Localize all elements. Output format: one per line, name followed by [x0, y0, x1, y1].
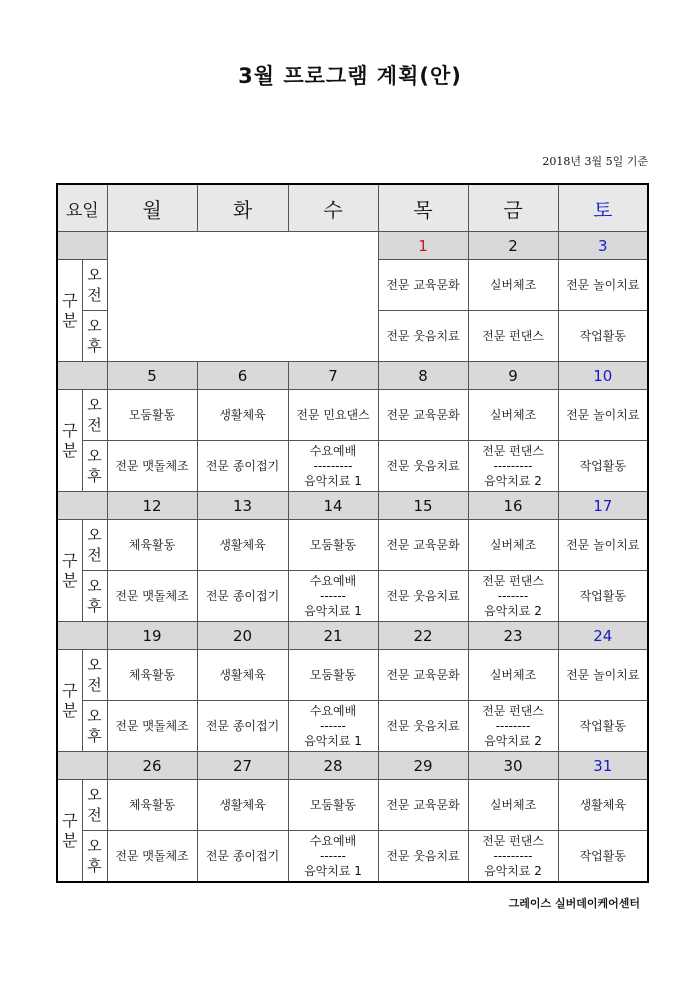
- date-row-label: [57, 622, 107, 650]
- pm-activity-line: 수요예배: [309, 573, 357, 588]
- pm-activity-line: 음악치료 1: [304, 473, 362, 488]
- date-cell: 23: [468, 622, 558, 650]
- am-activity-cell: 실버체조: [468, 520, 558, 571]
- date-cell: 22: [378, 622, 468, 650]
- pm-activity-line: 전문 종이접기: [205, 588, 280, 603]
- pm-activity-line: ------: [320, 848, 346, 863]
- pm-activity-line: 전문 웃음치료: [386, 588, 460, 603]
- pm-activity-line: 음악치료 2: [484, 603, 542, 618]
- pm-label: [82, 571, 107, 622]
- am-row: [57, 520, 648, 571]
- pm-activity-cell: [468, 571, 558, 622]
- pm-activity-cell: [378, 831, 468, 883]
- date-cell: 27: [197, 752, 288, 780]
- pm-activity-line: 음악치료 1: [304, 733, 362, 748]
- pm-activity-cell: [468, 701, 558, 752]
- am-activity-cell: 모둠활동: [288, 780, 378, 831]
- am-char: 전: [87, 676, 102, 694]
- pm-activity-cell: [107, 571, 197, 622]
- pm-activity-cell: [288, 441, 378, 492]
- date-cell: 21: [288, 622, 378, 650]
- pm-activity-line: 전문 펀댄스: [482, 573, 544, 588]
- am-char: 오: [87, 526, 102, 544]
- am-char: 오: [87, 656, 102, 674]
- pm-activity-line: ---------: [493, 458, 533, 473]
- date-cell: 2: [468, 232, 558, 260]
- pm-activity-cell: [107, 831, 197, 883]
- gubun-char: 구: [62, 810, 78, 830]
- pm-activity-line: 전문 종이접기: [205, 718, 280, 733]
- date-cell: 12: [107, 492, 197, 520]
- date-row-label: [57, 362, 107, 390]
- pm-label: [82, 701, 107, 752]
- date-row: [57, 752, 648, 780]
- date-cell: 30: [468, 752, 558, 780]
- am-char: 전: [87, 546, 102, 564]
- pm-activity-line: 전문 종이접기: [205, 458, 280, 473]
- pm-activity-line: 음악치료 1: [304, 603, 362, 618]
- am-char: 전: [87, 806, 102, 824]
- date-cell: 29: [378, 752, 468, 780]
- day-header-thu: 목: [378, 184, 468, 232]
- pm-activity-line: ---------: [493, 848, 533, 863]
- pm-activity-line: 전문 웃음치료: [386, 718, 460, 733]
- pm-activity-line: 음악치료 2: [484, 863, 542, 878]
- pm-activity-line: 수요예배: [309, 443, 357, 458]
- am-char: 전: [87, 286, 102, 304]
- pm-char: 오: [87, 317, 102, 335]
- pm-activity-line: 작업활동: [579, 458, 626, 473]
- am-label: [82, 260, 107, 311]
- date-row: [57, 232, 648, 260]
- date-cell: 17: [558, 492, 648, 520]
- am-activity-cell: 모둠활동: [288, 650, 378, 701]
- pm-char: 오: [87, 837, 102, 855]
- pm-activity-cell: [197, 831, 288, 883]
- am-activity-cell: 전문 교육문화: [378, 390, 468, 441]
- pm-activity-cell: [558, 441, 648, 492]
- pm-activity-line: 음악치료 1: [304, 863, 362, 878]
- date-row-label: [57, 232, 107, 260]
- pm-activity-cell: [288, 571, 378, 622]
- pm-activity-line: 전문 웃음치료: [386, 458, 460, 473]
- weekday-header-row: [57, 184, 648, 232]
- am-char: 오: [87, 396, 102, 414]
- am-activity-cell: 체육활동: [107, 650, 197, 701]
- am-char: 오: [87, 786, 102, 804]
- am-activity-cell: 전문 놀이치료: [558, 390, 648, 441]
- pm-activity-line: ------: [320, 718, 346, 733]
- gubun-char: 구: [62, 420, 78, 440]
- pm-activity-cell: [468, 831, 558, 883]
- date-cell: 16: [468, 492, 558, 520]
- am-activity-cell: 모둠활동: [107, 390, 197, 441]
- pm-activity-line: 음악치료 2: [484, 473, 542, 488]
- am-activity-cell: 생활체육: [197, 390, 288, 441]
- pm-activity-cell: [288, 831, 378, 883]
- pm-activity-line: 작업활동: [579, 718, 626, 733]
- am-row: [57, 780, 648, 831]
- pm-activity-line: 전문 맷돌체조: [115, 718, 189, 733]
- yoil-header: 요일: [57, 184, 107, 232]
- day-header-tue: 화: [197, 184, 288, 232]
- am-activity-cell: 전문 교육문화: [378, 780, 468, 831]
- pm-activity-line: 전문 웃음치료: [386, 328, 460, 343]
- empty-prior-month-block: [107, 232, 378, 362]
- am-label: [82, 780, 107, 831]
- am-row: [57, 390, 648, 441]
- pm-activity-line: 전문 펀댄스: [482, 833, 544, 848]
- am-activity-cell: 체육활동: [107, 520, 197, 571]
- date-cell: 26: [107, 752, 197, 780]
- date-row: [57, 622, 648, 650]
- pm-label: [82, 831, 107, 883]
- pm-char: 후: [87, 467, 102, 485]
- pm-row: [57, 831, 648, 883]
- am-activity-cell: 전문 교육문화: [378, 260, 468, 311]
- gubun-label: [57, 260, 82, 362]
- gubun-char: 구: [62, 290, 78, 310]
- pm-activity-cell: [558, 831, 648, 883]
- am-activity-cell: 전문 교육문화: [378, 520, 468, 571]
- day-header-fri: 금: [468, 184, 558, 232]
- am-activity-cell: 생활체육: [558, 780, 648, 831]
- am-activity-cell: 전문 놀이치료: [558, 260, 648, 311]
- gubun-char: 분: [62, 700, 78, 720]
- date-cell: 6: [197, 362, 288, 390]
- gubun-char: 분: [62, 830, 78, 850]
- am-activity-cell: 전문 놀이치료: [558, 650, 648, 701]
- pm-activity-line: 작업활동: [579, 848, 626, 863]
- gubun-label: [57, 520, 82, 622]
- am-activity-cell: 생활체육: [197, 520, 288, 571]
- gubun-char: 분: [62, 440, 78, 460]
- am-label: [82, 520, 107, 571]
- pm-char: 오: [87, 447, 102, 465]
- am-activity-cell: 실버체조: [468, 780, 558, 831]
- pm-activity-line: -------: [497, 588, 529, 603]
- pm-activity-cell: [288, 701, 378, 752]
- am-label: [82, 390, 107, 441]
- pm-row: [57, 441, 648, 492]
- gubun-label: [57, 650, 82, 752]
- date-cell: 14: [288, 492, 378, 520]
- pm-activity-cell: [107, 441, 197, 492]
- date-cell: 8: [378, 362, 468, 390]
- pm-activity-line: --------: [495, 718, 531, 733]
- date-cell: 20: [197, 622, 288, 650]
- day-header-wed: 수: [288, 184, 378, 232]
- pm-activity-cell: [468, 311, 558, 362]
- date-cell: 28: [288, 752, 378, 780]
- date-cell: 5: [107, 362, 197, 390]
- am-activity-cell: 전문 민요댄스: [288, 390, 378, 441]
- am-activity-cell: 전문 교육문화: [378, 650, 468, 701]
- pm-activity-cell: [378, 701, 468, 752]
- pm-activity-line: 전문 맷돌체조: [115, 458, 189, 473]
- pm-activity-line: 전문 종이접기: [205, 848, 280, 863]
- pm-char: 후: [87, 727, 102, 745]
- pm-activity-line: 작업활동: [579, 588, 626, 603]
- pm-activity-line: 작업활동: [579, 328, 626, 343]
- date-cell: 1: [378, 232, 468, 260]
- am-activity-cell: 모둠활동: [288, 520, 378, 571]
- date-cell: 13: [197, 492, 288, 520]
- day-header-sat: 토: [558, 184, 648, 232]
- pm-char: 후: [87, 597, 102, 615]
- am-activity-cell: 전문 놀이치료: [558, 520, 648, 571]
- pm-activity-line: 전문 펀댄스: [482, 443, 544, 458]
- date-cell: 31: [558, 752, 648, 780]
- pm-activity-line: 전문 펀댄스: [482, 328, 544, 343]
- gubun-label: [57, 780, 82, 883]
- pm-activity-cell: [558, 311, 648, 362]
- date-row-label: [57, 492, 107, 520]
- basis-date: 2018년 3월 5일 기준: [542, 155, 648, 168]
- gubun-char: 분: [62, 310, 78, 330]
- date-cell: 9: [468, 362, 558, 390]
- pm-activity-cell: [468, 441, 558, 492]
- am-label: [82, 650, 107, 701]
- date-row: [57, 492, 648, 520]
- pm-activity-line: 전문 펀댄스: [482, 703, 544, 718]
- pm-activity-cell: [558, 571, 648, 622]
- pm-row: [57, 701, 648, 752]
- date-cell: 19: [107, 622, 197, 650]
- gubun-char: 구: [62, 680, 78, 700]
- pm-activity-line: 음악치료 2: [484, 733, 542, 748]
- pm-activity-line: 전문 웃음치료: [386, 848, 460, 863]
- gubun-label: [57, 390, 82, 492]
- date-cell: 3: [558, 232, 648, 260]
- am-char: 오: [87, 266, 102, 284]
- date-row: [57, 362, 648, 390]
- pm-char: 오: [87, 707, 102, 725]
- am-activity-cell: 생활체육: [197, 780, 288, 831]
- date-cell: 10: [558, 362, 648, 390]
- am-activity-cell: 체육활동: [107, 780, 197, 831]
- pm-activity-line: 전문 맷돌체조: [115, 588, 189, 603]
- pm-label: [82, 311, 107, 362]
- pm-activity-line: 전문 맷돌체조: [115, 848, 189, 863]
- pm-activity-line: ---------: [313, 458, 353, 473]
- pm-activity-line: ------: [320, 588, 346, 603]
- am-activity-cell: 생활체육: [197, 650, 288, 701]
- program-schedule-table: [56, 183, 649, 883]
- pm-activity-cell: [197, 441, 288, 492]
- pm-activity-cell: [558, 701, 648, 752]
- pm-activity-cell: [197, 571, 288, 622]
- am-char: 전: [87, 416, 102, 434]
- am-activity-cell: 실버체조: [468, 260, 558, 311]
- organization-name: 그레이스 실버데이케어센터: [508, 897, 640, 910]
- am-activity-cell: 실버체조: [468, 650, 558, 701]
- date-row-label: [57, 752, 107, 780]
- date-cell: 24: [558, 622, 648, 650]
- pm-row: [57, 571, 648, 622]
- pm-char: 오: [87, 577, 102, 595]
- gubun-char: 구: [62, 550, 78, 570]
- date-cell: 7: [288, 362, 378, 390]
- gubun-char: 분: [62, 570, 78, 590]
- day-header-mon: 월: [107, 184, 197, 232]
- pm-activity-cell: [378, 311, 468, 362]
- pm-activity-cell: [107, 701, 197, 752]
- pm-char: 후: [87, 337, 102, 355]
- pm-activity-cell: [197, 701, 288, 752]
- page-title: 3월 프로그램 계획(안): [238, 64, 462, 88]
- am-row: [57, 650, 648, 701]
- pm-activity-line: 수요예배: [309, 703, 357, 718]
- pm-activity-cell: [378, 571, 468, 622]
- pm-activity-line: 수요예배: [309, 833, 357, 848]
- pm-activity-cell: [378, 441, 468, 492]
- am-activity-cell: 실버체조: [468, 390, 558, 441]
- date-cell: 15: [378, 492, 468, 520]
- pm-char: 후: [87, 857, 102, 875]
- pm-label: [82, 441, 107, 492]
